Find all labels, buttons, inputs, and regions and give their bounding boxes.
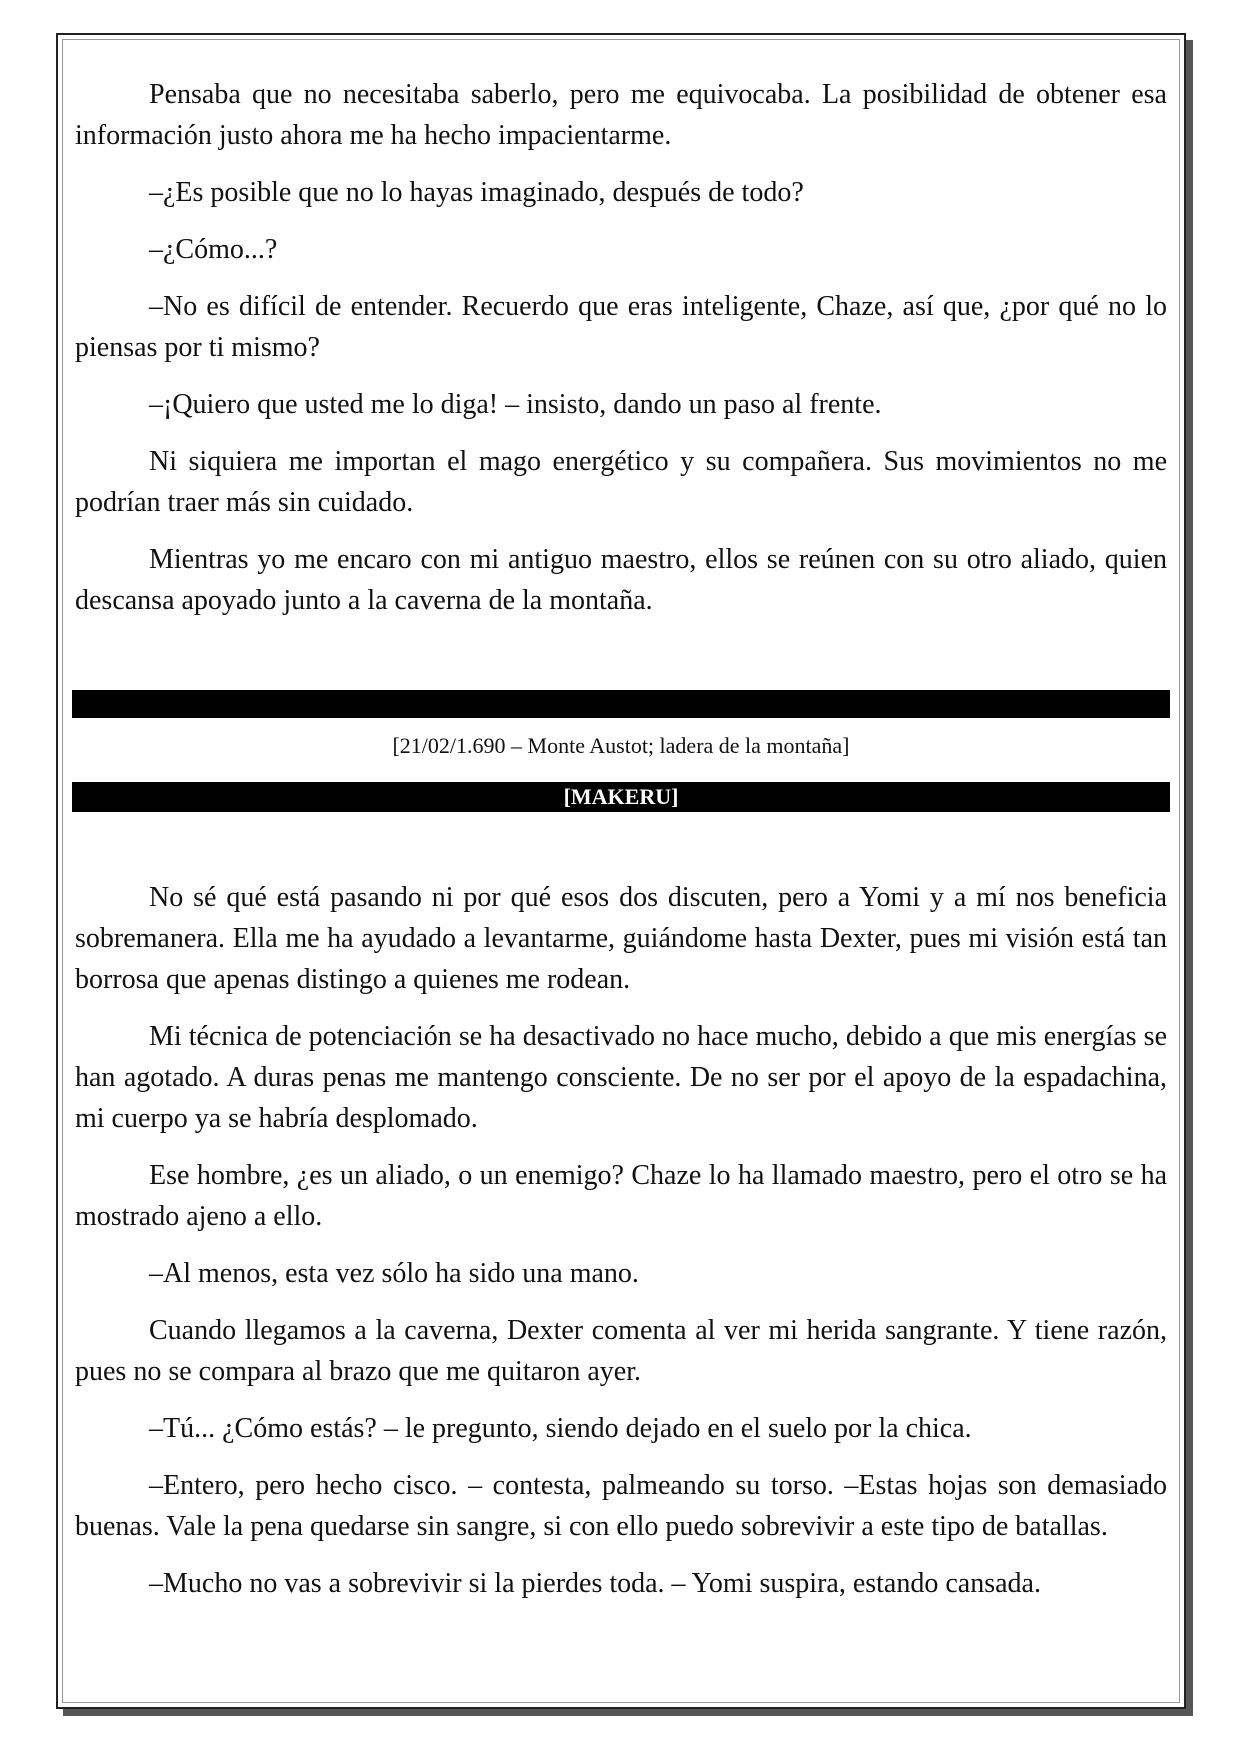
paragraph: No sé qué está pasando ni por qué esos dos discuten, pero a Yomi y a mí nos beneficia sobremanera. Ella me ha ayudado a levantarme, guiándome hasta Dexter, pues mi visión está tan borrosa que apenas distingo a quienes me rodean. (75, 882, 1167, 995)
paragraph: –Mucho no vas a sobrevivir si la pierdes toda. – Yomi suspira, estando cansada. (149, 1568, 1041, 1599)
paragraph: –Al menos, esta vez sólo ha sido una mano. (149, 1258, 639, 1289)
scene-separator-bar (72, 690, 1170, 718)
section-2-text (75, 877, 1167, 1620)
paragraph: Ni siquiera me importan el mago energético y su compañera. Sus movimientos no me podrían traer más sin cuidado. (75, 446, 1167, 518)
paragraph: Pensaba que no necesitaba saberlo, pero me equivocaba. La posibilidad de obtener esa información justo ahora me ha hecho impacientarme. (75, 79, 1167, 151)
section-1-text (75, 74, 1167, 637)
pov-label-bar: [MAKERU] (72, 782, 1170, 812)
paragraph: Mientras yo me encaro con mi antiguo maestro, ellos se reúnen con su otro aliado, quien descansa apoyado junto a la caverna de la montaña. (75, 544, 1167, 616)
paragraph: Ese hombre, ¿es un aliado, o un enemigo? Chaze lo ha llamado maestro, pero el otro se ha mostrado ajeno a ello. (75, 1160, 1167, 1232)
paragraph: –No es difícil de entender. Recuerdo que eras inteligente, Chaze, así que, ¿por qué no lo piensas por ti mismo? (75, 291, 1167, 363)
paragraph: –¡Quiero que usted me lo diga! – insisto, dando un paso al frente. (149, 389, 882, 420)
paragraph: Mi técnica de potenciación se ha desactivado no hace mucho, debido a que mis energías se han agotado. A duras penas me mantengo consciente. De no ser por el apoyo de la espadachina, mi cuerpo ya se habría desplomado. (75, 1021, 1167, 1134)
paragraph: –¿Es posible que no lo hayas imaginado, después de todo? (149, 177, 804, 208)
paragraph: –Entero, pero hecho cisco. – contesta, palmeando su torso. –Estas hojas son demasiado buenas. Vale la pena quedarse sin sangre, si con ello puedo sobrevivir a este tipo de batallas. (75, 1470, 1167, 1542)
paragraph: Cuando llegamos a la caverna, Dexter comenta al ver mi herida sangrante. Y tiene razón, pues no se compara al brazo que me quitaron ayer. (75, 1315, 1167, 1387)
paragraph: –¿Cómo...? (149, 234, 278, 265)
paragraph: –Tú... ¿Cómo estás? – le pregunto, siendo dejado en el suelo por la chica. (149, 1413, 972, 1444)
scene-header: [21/02/1.690 – Monte Austot; ladera de la montaña] (392, 733, 850, 758)
